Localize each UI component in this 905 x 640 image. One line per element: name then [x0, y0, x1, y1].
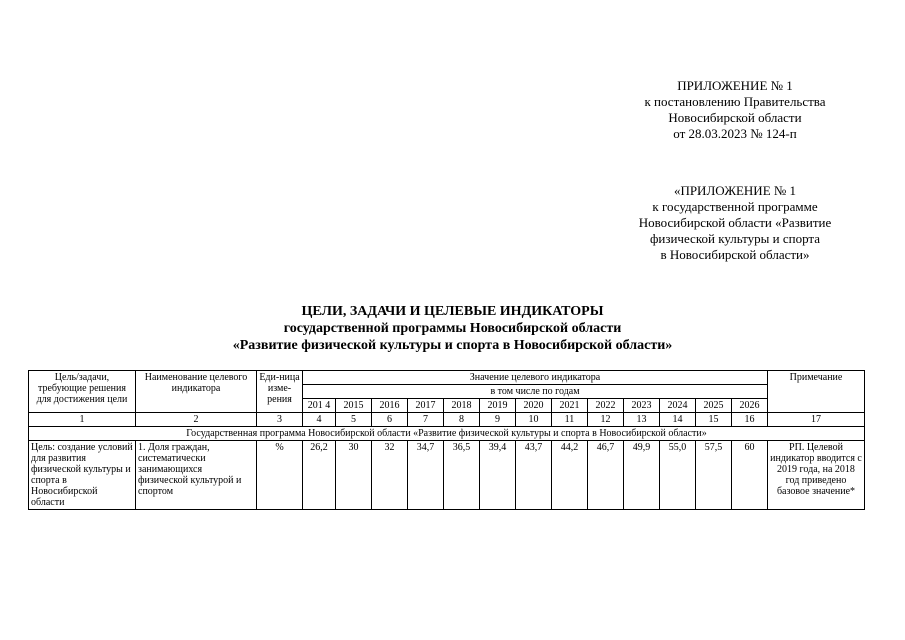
value-cell: 36,5 — [444, 441, 480, 510]
value-cell: 43,7 — [516, 441, 552, 510]
value-cell: 60 — [732, 441, 768, 510]
year-cell: 2016 — [372, 399, 408, 413]
appendix-line: к постановлению Правительства — [644, 94, 826, 109]
header-by-years: в том числе по годам — [303, 385, 768, 399]
column-number: 6 — [372, 413, 408, 427]
year-cell: 2017 — [408, 399, 444, 413]
title-line: государственной программы Новосибирской области — [283, 321, 622, 336]
appendix-line: Новосибирской области — [668, 110, 802, 125]
header-note: Примечание — [768, 371, 865, 413]
value-cell: 26,2 — [303, 441, 336, 510]
column-number: 12 — [588, 413, 624, 427]
header-row-1 — [29, 371, 865, 385]
document-title — [0, 303, 905, 354]
value-cell: 55,0 — [660, 441, 696, 510]
value-cell: 49,9 — [624, 441, 660, 510]
title-line: «Развитие физической культуры и спорта в Новосибирской области» — [232, 338, 673, 353]
column-number: 15 — [696, 413, 732, 427]
value-cell: 46,7 — [588, 441, 624, 510]
value-cell: 57,5 — [696, 441, 732, 510]
indicators-table — [28, 370, 865, 510]
goal-cell: Цель: создание условий для развития физической культуры и спорта в Новосибирской области — [29, 441, 136, 510]
column-number: 13 — [624, 413, 660, 427]
column-number: 8 — [444, 413, 480, 427]
value-cell: 34,7 — [408, 441, 444, 510]
appendix-line: от 28.03.2023 № 124-п — [673, 126, 797, 141]
header-goal: Цель/задачи, требующие решения для достижения цели — [29, 371, 136, 413]
column-number: 10 — [516, 413, 552, 427]
column-number: 16 — [732, 413, 768, 427]
header-unit: Еди-ница изме-рения — [257, 371, 303, 413]
unit-cell: % — [257, 441, 303, 510]
appendix-header-resolution — [600, 78, 870, 142]
column-number-row — [29, 413, 865, 427]
year-cell: 2025 — [696, 399, 732, 413]
program-row — [29, 427, 865, 441]
appendix-line: ПРИЛОЖЕНИЕ № 1 — [677, 78, 793, 93]
appendix-line: Новосибирской области «Развитие — [638, 215, 832, 230]
appendix-line: «ПРИЛОЖЕНИЕ № 1 — [673, 183, 797, 198]
appendix-line: физической культуры и спорта — [649, 231, 821, 246]
year-cell: 2024 — [660, 399, 696, 413]
title-line: ЦЕЛИ, ЗАДАЧИ И ЦЕЛЕВЫЕ ИНДИКАТОРЫ — [301, 304, 604, 319]
column-number: 9 — [480, 413, 516, 427]
year-cell: 2020 — [516, 399, 552, 413]
year-cell: 2015 — [336, 399, 372, 413]
appendix-header-program — [600, 183, 870, 263]
program-title-cell: Государственная программа Новосибирской области «Развитие физической культуры и спорта в Новосибирской области» — [29, 427, 865, 441]
appendix-line: к государственной программе — [652, 199, 818, 214]
column-number: 7 — [408, 413, 444, 427]
note-cell: РП. Целевой индикатор вводится с 2019 года, на 2018 год приведено базовое значение* — [768, 441, 865, 510]
year-cell: 2018 — [444, 399, 480, 413]
column-number: 14 — [660, 413, 696, 427]
column-number: 11 — [552, 413, 588, 427]
value-cell: 30 — [336, 441, 372, 510]
header-value: Значение целевого индикатора — [303, 371, 768, 385]
column-number: 2 — [136, 413, 257, 427]
year-cell: 2026 — [732, 399, 768, 413]
value-cell: 32 — [372, 441, 408, 510]
value-cell: 39,4 — [480, 441, 516, 510]
year-cell: 2023 — [624, 399, 660, 413]
appendix-line: в Новосибирской области» — [660, 247, 810, 262]
year-cell: 2022 — [588, 399, 624, 413]
column-number: 17 — [768, 413, 865, 427]
column-number: 3 — [257, 413, 303, 427]
column-number: 5 — [336, 413, 372, 427]
table-row — [29, 441, 865, 510]
column-number: 4 — [303, 413, 336, 427]
column-number: 1 — [29, 413, 136, 427]
header-indicator: Наименование целевого индикатора — [136, 371, 257, 413]
year-cell: 201 4 — [303, 399, 336, 413]
year-cell: 2019 — [480, 399, 516, 413]
indicator-cell: 1. Доля граждан, систематически занимающихся физической культурой и спортом — [136, 441, 257, 510]
year-cell: 2021 — [552, 399, 588, 413]
value-cell: 44,2 — [552, 441, 588, 510]
